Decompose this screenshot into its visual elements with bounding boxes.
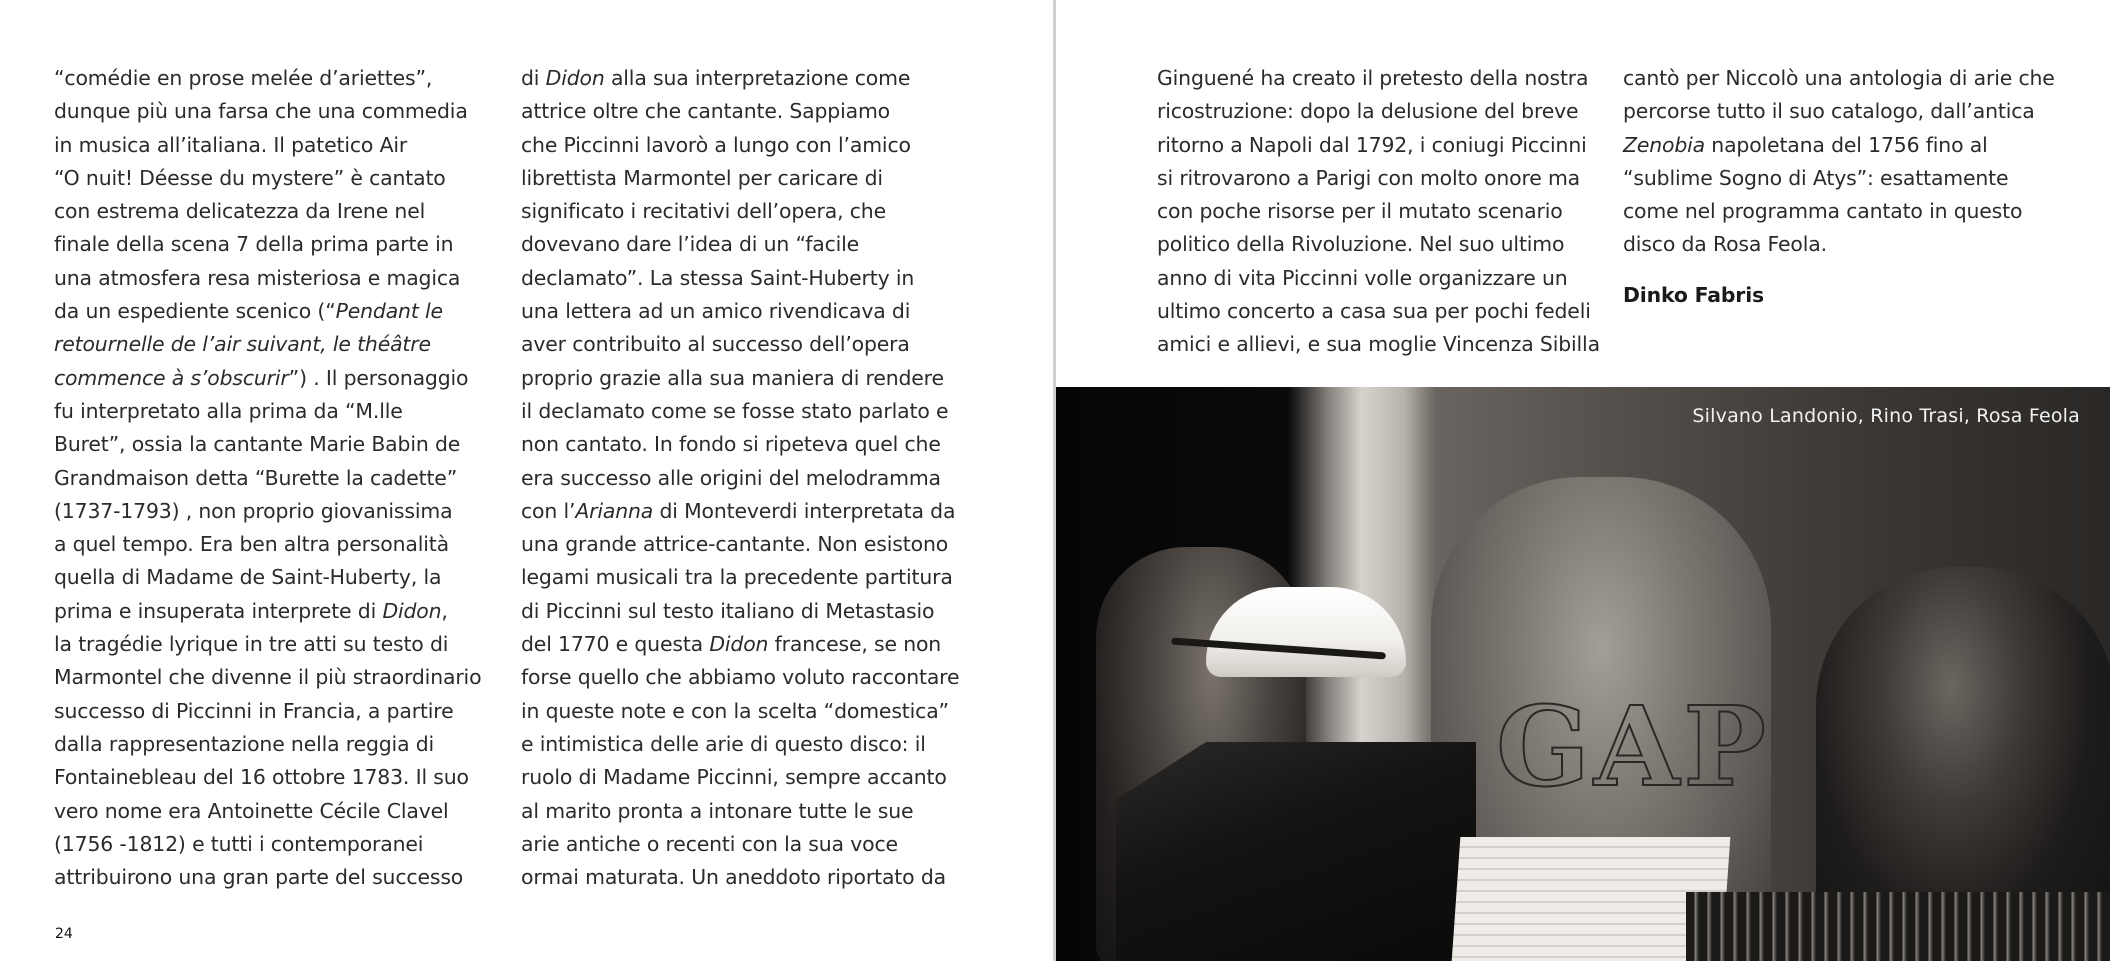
text-line: [54, 828, 481, 861]
text-segment: ritorno a Napoli dal 1792, i coniugi Piccinni: [1157, 132, 1587, 157]
text-segment: era successo alle origini del melodramma: [521, 465, 941, 490]
text-segment: declamato”. La stessa Saint-Huberty in: [521, 265, 915, 290]
text-line: [1157, 95, 1600, 128]
text-segment: librettista Marmontel per caricare di: [521, 165, 883, 190]
text-segment: dalla rappresentazione nella reggia di: [54, 731, 435, 756]
text-line: [521, 761, 959, 794]
text-line: [521, 362, 959, 395]
text-line: [521, 462, 959, 495]
text-segment: alla sua interpretazione come: [604, 66, 911, 90]
photo-mixing-console: [1686, 892, 2110, 961]
text-line: [1623, 129, 2055, 162]
text-segment: quella di Madame de Saint-Huberty, la: [54, 565, 442, 590]
text-line: [54, 295, 481, 328]
text-segment: in queste note e con la scelta “domestica”: [521, 698, 949, 723]
text-line: [54, 595, 481, 628]
text-segment: cantò per Niccolò una antologia di arie che: [1623, 66, 2055, 90]
text-segment: una grande attrice-cantante. Non esistono: [521, 532, 949, 557]
text-line: [521, 129, 959, 162]
text-segment: di Piccinni sul testo italiano di Metastasio: [521, 598, 935, 623]
text-segment: attrice oltre che cantante. Sappiamo: [521, 99, 890, 124]
text-segment: del 1770 e questa: [521, 632, 710, 657]
text-line: [54, 328, 481, 361]
text-line: [521, 728, 959, 761]
text-segment: dunque più una farsa che una commedia: [54, 99, 468, 124]
text-segment: al marito pronta a intonare tutte le sue: [521, 798, 914, 823]
italic-title: retournelle de l’air suivant, le théâtre: [54, 332, 431, 357]
text-line: [1157, 295, 1600, 328]
text-line: [521, 228, 959, 261]
text-segment: una lettera ad un amico rivendicava di: [521, 299, 911, 324]
text-segment: Buret”, ossia la cantante Marie Babin de: [54, 432, 461, 457]
text-segment: attribuirono una gran parte del successo: [54, 865, 464, 890]
text-line: [54, 228, 481, 261]
text-line: [54, 428, 481, 461]
text-segment: e intimistica delle arie di questo disco: il: [521, 731, 926, 756]
text-column-1: [54, 62, 481, 894]
text-line: [54, 395, 481, 428]
text-segment: di: [521, 66, 546, 90]
text-segment: (1756 -1812) e tutti i contemporanei: [54, 831, 424, 856]
text-line: [54, 728, 481, 761]
text-line: [1157, 62, 1600, 95]
text-line: [54, 528, 481, 561]
text-segment: dovevano dare l’idea di un “facile: [521, 232, 860, 257]
text-line: [521, 395, 959, 428]
italic-title: Pendant le: [335, 299, 443, 324]
text-segment: arie antiche o recenti con la sua voce: [521, 831, 898, 856]
text-segment: il declamato come se fosse stato parlato e: [521, 398, 949, 423]
text-segment: ultimo concerto a casa sua per pochi fedeli: [1157, 299, 1591, 324]
text-segment: come nel programma cantato in questo: [1623, 199, 2023, 224]
text-line: [521, 795, 959, 828]
text-line: [521, 162, 959, 195]
text-segment: con l’: [521, 498, 576, 523]
text-segment: ”) . Il personaggio: [288, 365, 469, 390]
text-line: [521, 628, 959, 661]
text-line: [54, 695, 481, 728]
text-line: [54, 795, 481, 828]
text-line: [521, 528, 959, 561]
text-line: [54, 861, 481, 894]
text-segment: la tragédie lyrique in tre atti su testo di: [54, 632, 449, 657]
text-line: [54, 661, 481, 694]
text-line: [1157, 328, 1600, 361]
italic-title: Didon: [545, 66, 605, 90]
text-line: [521, 195, 959, 228]
text-line: [521, 595, 959, 628]
text-segment: napoletana del 1756 fino al: [1704, 132, 1988, 157]
italic-title: Zenobia: [1623, 132, 1705, 157]
italic-title: Didon: [709, 632, 769, 657]
text-line: [521, 661, 959, 694]
text-segment: che Piccinni lavorò a lungo con l’amico: [521, 132, 911, 157]
text-segment: forse quello che abbiamo voluto raccontare: [521, 665, 960, 690]
text-segment: una atmosfera resa misteriosa e magica: [54, 265, 461, 290]
text-line: [1157, 228, 1600, 261]
text-segment: (1737-1793) , non proprio giovanissima: [54, 498, 453, 523]
text-line: [1623, 162, 2055, 195]
text-segment: Grandmaison detta “Burette la cadette”: [54, 465, 458, 490]
text-line: [54, 362, 481, 395]
text-line: [521, 561, 959, 594]
text-line: [521, 695, 959, 728]
text-segment: anno di vita Piccinni volle organizzare un: [1157, 265, 1568, 290]
text-line: [54, 95, 481, 128]
text-line: [521, 328, 959, 361]
column-4-lines: [1623, 62, 2055, 262]
text-segment: amici e allievi, e sua moglie Vincenza Sibilla: [1157, 332, 1600, 357]
text-line: [54, 628, 481, 661]
text-segment: di Monteverdi interpretata da: [653, 498, 956, 523]
text-line: [1157, 262, 1600, 295]
text-line: [1157, 129, 1600, 162]
text-segment: “sublime Sogno di Atys”: esattamente: [1623, 165, 2009, 190]
text-line: [521, 262, 959, 295]
text-line: [54, 162, 481, 195]
text-column-4: [1623, 62, 2055, 312]
text-line: [1623, 95, 2055, 128]
recording-session-photo: [1056, 387, 2110, 961]
text-segment: fu interpretato alla prima da “M.lle: [54, 398, 403, 423]
page-number: 24: [55, 926, 73, 942]
text-segment: significato i recitativi dell’opera, che: [521, 199, 886, 224]
text-line: [54, 262, 481, 295]
author-signature: Dinko Fabris: [1623, 282, 1765, 307]
text-segment: proprio grazie alla sua maniera di rendere: [521, 365, 944, 390]
text-segment: prima e insuperata interprete di: [54, 598, 383, 623]
text-segment: Marmontel che divenne il più straordinario: [54, 665, 482, 690]
text-line: [1157, 162, 1600, 195]
text-line: [54, 462, 481, 495]
text-segment: politico della Rivoluzione. Nel suo ultimo: [1157, 232, 1565, 257]
text-line: [54, 195, 481, 228]
italic-title: Arianna: [575, 498, 654, 523]
italic-title: commence à s’obscurir: [54, 365, 289, 390]
text-segment: non cantato. In fondo si ripeteva quel che: [521, 432, 941, 457]
text-column-3: [1157, 62, 1600, 362]
text-line: [521, 428, 959, 461]
text-line: [521, 295, 959, 328]
text-line: [54, 761, 481, 794]
text-segment: ormai maturata. Un aneddoto riportato da: [521, 865, 946, 890]
text-segment: aver contribuito al successo dell’opera: [521, 332, 910, 357]
text-segment: ruolo di Madame Piccinni, sempre accanto: [521, 765, 947, 790]
text-line: [1623, 228, 2055, 261]
text-segment: con estrema delicatezza da Irene nel: [54, 199, 426, 224]
photo-caption: Silvano Landonio, Rino Trasi, Rosa Feola: [1692, 405, 2080, 427]
text-segment: Fontainebleau del 16 ottobre 1783. Il suo: [54, 765, 469, 790]
text-segment: disco da Rosa Feola.: [1623, 232, 1827, 257]
text-segment: in musica all’italiana. Il patetico Air: [54, 132, 408, 157]
text-line: [521, 495, 959, 528]
text-line: [1623, 62, 2055, 95]
text-segment: con poche risorse per il mutato scenario: [1157, 199, 1563, 224]
text-segment: si ritrovarono a Parigi con molto onore ma: [1157, 165, 1581, 190]
text-line: [54, 561, 481, 594]
text-line: [54, 129, 481, 162]
text-segment: successo di Piccinni in Francia, a partire: [54, 698, 454, 723]
photo-hoodie-lettering: GAP: [1496, 682, 1771, 811]
text-line: [521, 861, 959, 894]
text-line: [521, 828, 959, 861]
text-segment: ricostruzione: dopo la delusione del breve: [1157, 99, 1579, 124]
text-segment: vero nome era Antoinette Cécile Clavel: [54, 798, 449, 823]
text-line: [521, 62, 959, 95]
text-segment: finale della scena 7 della prima parte in: [54, 232, 454, 257]
text-segment: francese, se non: [768, 632, 942, 657]
text-line: [54, 495, 481, 528]
photo-speaker-monitor: [1116, 742, 1476, 961]
text-segment: a quel tempo. Era ben altra personalità: [54, 532, 449, 557]
text-segment: Ginguené ha creato il pretesto della nostra: [1157, 66, 1589, 90]
text-segment: legami musicali tra la precedente partitura: [521, 565, 953, 590]
text-segment: da un espediente scenico (“: [54, 299, 336, 324]
text-line: [1157, 195, 1600, 228]
text-segment: percorse tutto il suo catalogo, dall’antica: [1623, 99, 2035, 124]
text-segment: “comédie en prose melée d’ariettes”,: [54, 66, 433, 90]
text-segment: “O nuit! Déesse du mystere” è cantato: [54, 165, 446, 190]
text-line: [1623, 195, 2055, 228]
italic-title: Didon: [382, 598, 442, 623]
text-line: [521, 95, 959, 128]
text-column-2: [521, 62, 959, 894]
text-line: [54, 62, 481, 95]
text-segment: ,: [441, 598, 448, 623]
